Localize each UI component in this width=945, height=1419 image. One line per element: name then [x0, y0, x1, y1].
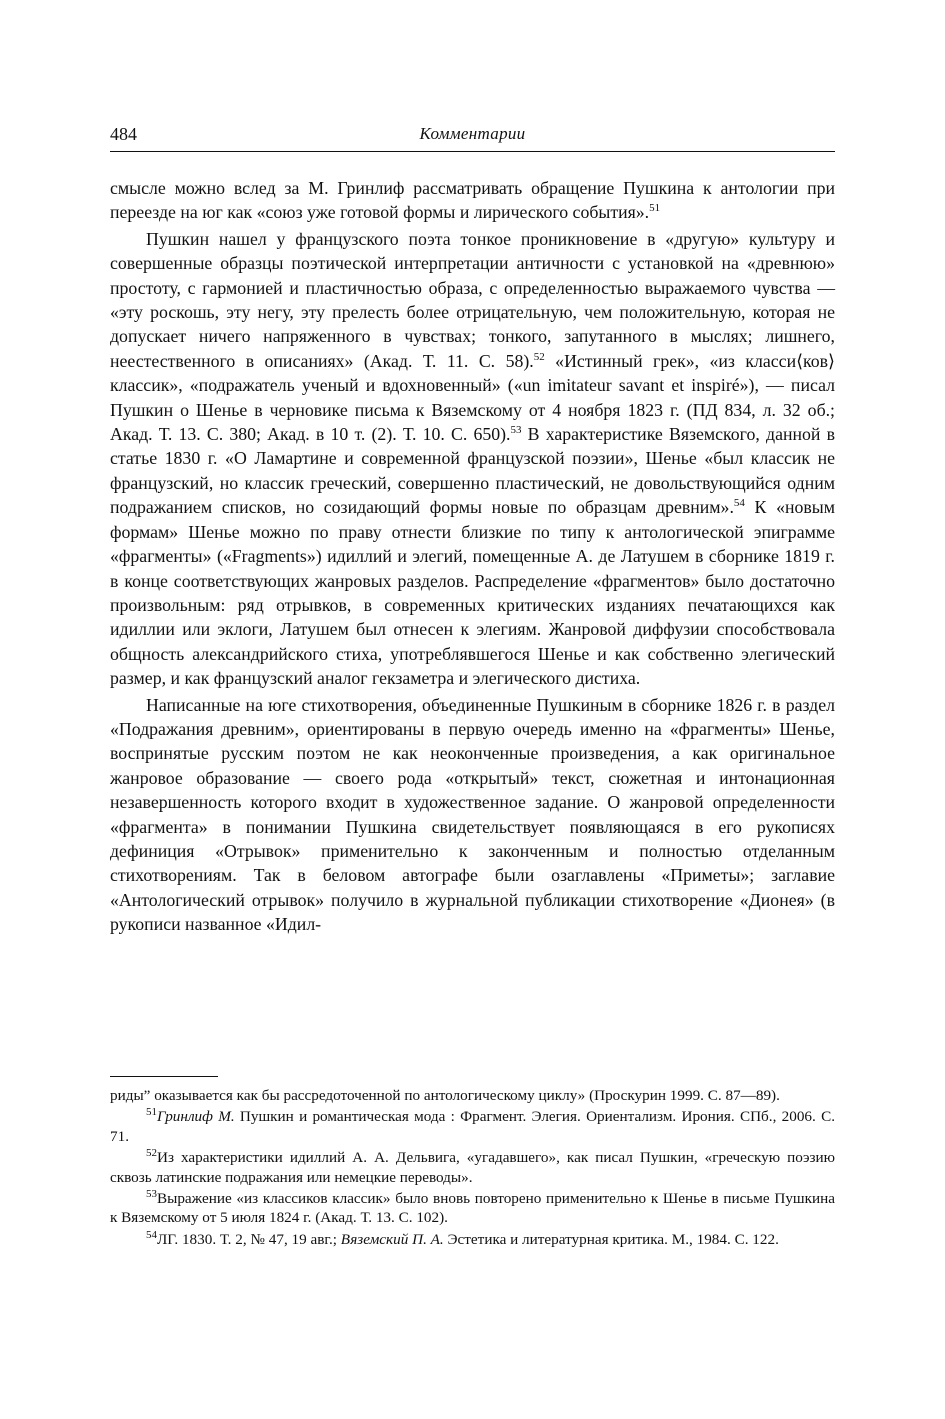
paragraph-2-part-d: К «новым формам» Шенье можно по праву отнести близкие по типу к антологической эпиграмме «фрагменты» («Fragments») идиллий и элегий, помещенные А. де Латушем в сборнике 1819 г. в конце соответствующих жанровых разделов. Распределение «фрагментов» было достаточно произвольным: ряд отрывков, в современных критических изданиях печатающихся как идиллии или эклоги, Латушем был отнесен к элегиям. Жанровой диффузии способствовала общность александрийского стиха, употреблявшегося Шенье и как собственно элегический размер, и как французский аналог гекзаметра и элегического дистиха. — [110, 497, 835, 689]
footnote-51-text: Пушкин и романтическая мода : Фрагмент. Элегия. Ориентализм. Ирония. СПб., 2006. С. 71. — [110, 1108, 835, 1145]
paragraph-2-part-c: В характеристике Вяземского, данной в статье 1830 г. «О Ламартине и современной французской поэзии», Шенье «был классик не французский, но классик греческий, совершенно пластический, не довольствующийся одним подражанием списков, но созидающий формы новые по образцам древним». — [110, 424, 836, 518]
footnote-53-number: 53 — [146, 1187, 157, 1200]
paragraph-1-text: смысле можно вслед за М. Гринлиф рассматривать обращение Пушкина к антологии при переезде на юг как «союз уже готовой формы и лирического события». — [110, 178, 835, 223]
footnote-52-number: 52 — [146, 1147, 157, 1160]
footnote-52 — [110, 1148, 835, 1187]
footnote-54-part-b: Эстетика и литературная критика. М., 1984. С. 122. — [443, 1230, 779, 1248]
footnote-52-text: Из характеристики идиллий А. А. Дельвига, «угадавшего», как писал Пушкин, «греческую поэзию сквозь латинские подражания или немецкие переводы». — [110, 1149, 835, 1186]
footnote-rule — [110, 1076, 218, 1077]
note-ref-53: 53 — [510, 424, 522, 437]
note-ref-52: 52 — [533, 350, 545, 363]
footnote-51-number: 51 — [146, 1106, 157, 1119]
footnote-51-author: Гринлиф М. — [157, 1108, 235, 1126]
paragraph-2-part-b: «Истинный грек», «из класси⟨ков⟩ классик», «подражатель ученый и вдохновенный» («un imitateur savant et inspiré»), — писал Пушкин о Шенье в черновике письма к Вяземскому от 4 ноября 1823 г. (ПД 834, л. 32 об.; Акад. Т. 13. С. 380; Акад. в 10 т. (2). Т. 10. С. 650). — [110, 350, 835, 445]
main-text — [110, 176, 835, 937]
paragraph-3-text: Написанные на юге стихотворения, объединенные Пушкиным в сборнике 1826 г. в раздел «Подражания древним», ориентированы в первую очередь именно на «фрагменты» Шенье, воспринятые русским поэтом не как неоконченные произведения, а как оригинальное жанровое образование — своего рода «открытый» текст, сюжетная и интонационная незавершенность которого входит в художественное задание. О жанровой определенности «фрагмента» в понимании Пушкина свидетельствует появляющаяся в его рукописях дефиниция «Отрывок» применительно к законченным и полностью отделанным стихотворениям. Так в беловом автографе были озаглавлены «Приметы»; заглавие «Антологический отрывок» получило в журнальной публикации стихотворение «Дионея» (в рукописи названное «Идил- — [110, 694, 835, 935]
paragraph-2 — [110, 227, 835, 691]
footnote-54-number: 54 — [146, 1228, 157, 1241]
book-page — [110, 110, 836, 1248]
footnote-54-author: Вяземский П. А. — [340, 1230, 444, 1248]
footnote-continuation-text: риды” оказывается как бы рассредоточенной по антологическому циклу» (Проскурин 1999. С. 87—89). — [110, 1087, 780, 1104]
paragraph-3 — [110, 693, 835, 937]
page-number: 484 — [110, 124, 137, 144]
footnote-54-part-a: ЛГ. 1830. Т. 2, № 47, 19 авг.; — [157, 1230, 341, 1248]
footnote-53 — [110, 1189, 835, 1228]
paragraph-1 — [110, 176, 835, 225]
footnote-continuation — [110, 1086, 835, 1105]
footnote-54 — [110, 1230, 835, 1249]
paragraph-2-part-a: Пушкин нашел у французского поэта тонкое проникновение в «другую» культуру и совершенные образцы поэтической интерпретации античности с установкой на «древнюю» простоту, с гармонией и пластичностью образа, с определенностью выражаемого чувства — «эту роскошь, эту негу, эту прелесть более отрицательную, чем положительную, которая не допускает ничего напряженного в чувствах; тонкого, запутанного в мыслях; лишнего, неестественного в описаниях» (Акад. Т. 11. С. 58). — [110, 228, 835, 371]
page-header — [110, 110, 835, 150]
running-title: Комментарии — [419, 124, 526, 143]
footnotes — [110, 1086, 835, 1249]
note-ref-51: 51 — [649, 202, 661, 215]
note-ref-54: 54 — [733, 497, 745, 510]
footnote-53-text: Выражение «из классиков классик» было вновь повторено применительно к Шенье в письме Пушкина к Вяземскому от 5 июля 1824 г. (Акад. Т. 13. С. 102). — [110, 1190, 835, 1227]
footnote-51 — [110, 1107, 835, 1146]
header-rule — [110, 151, 835, 152]
